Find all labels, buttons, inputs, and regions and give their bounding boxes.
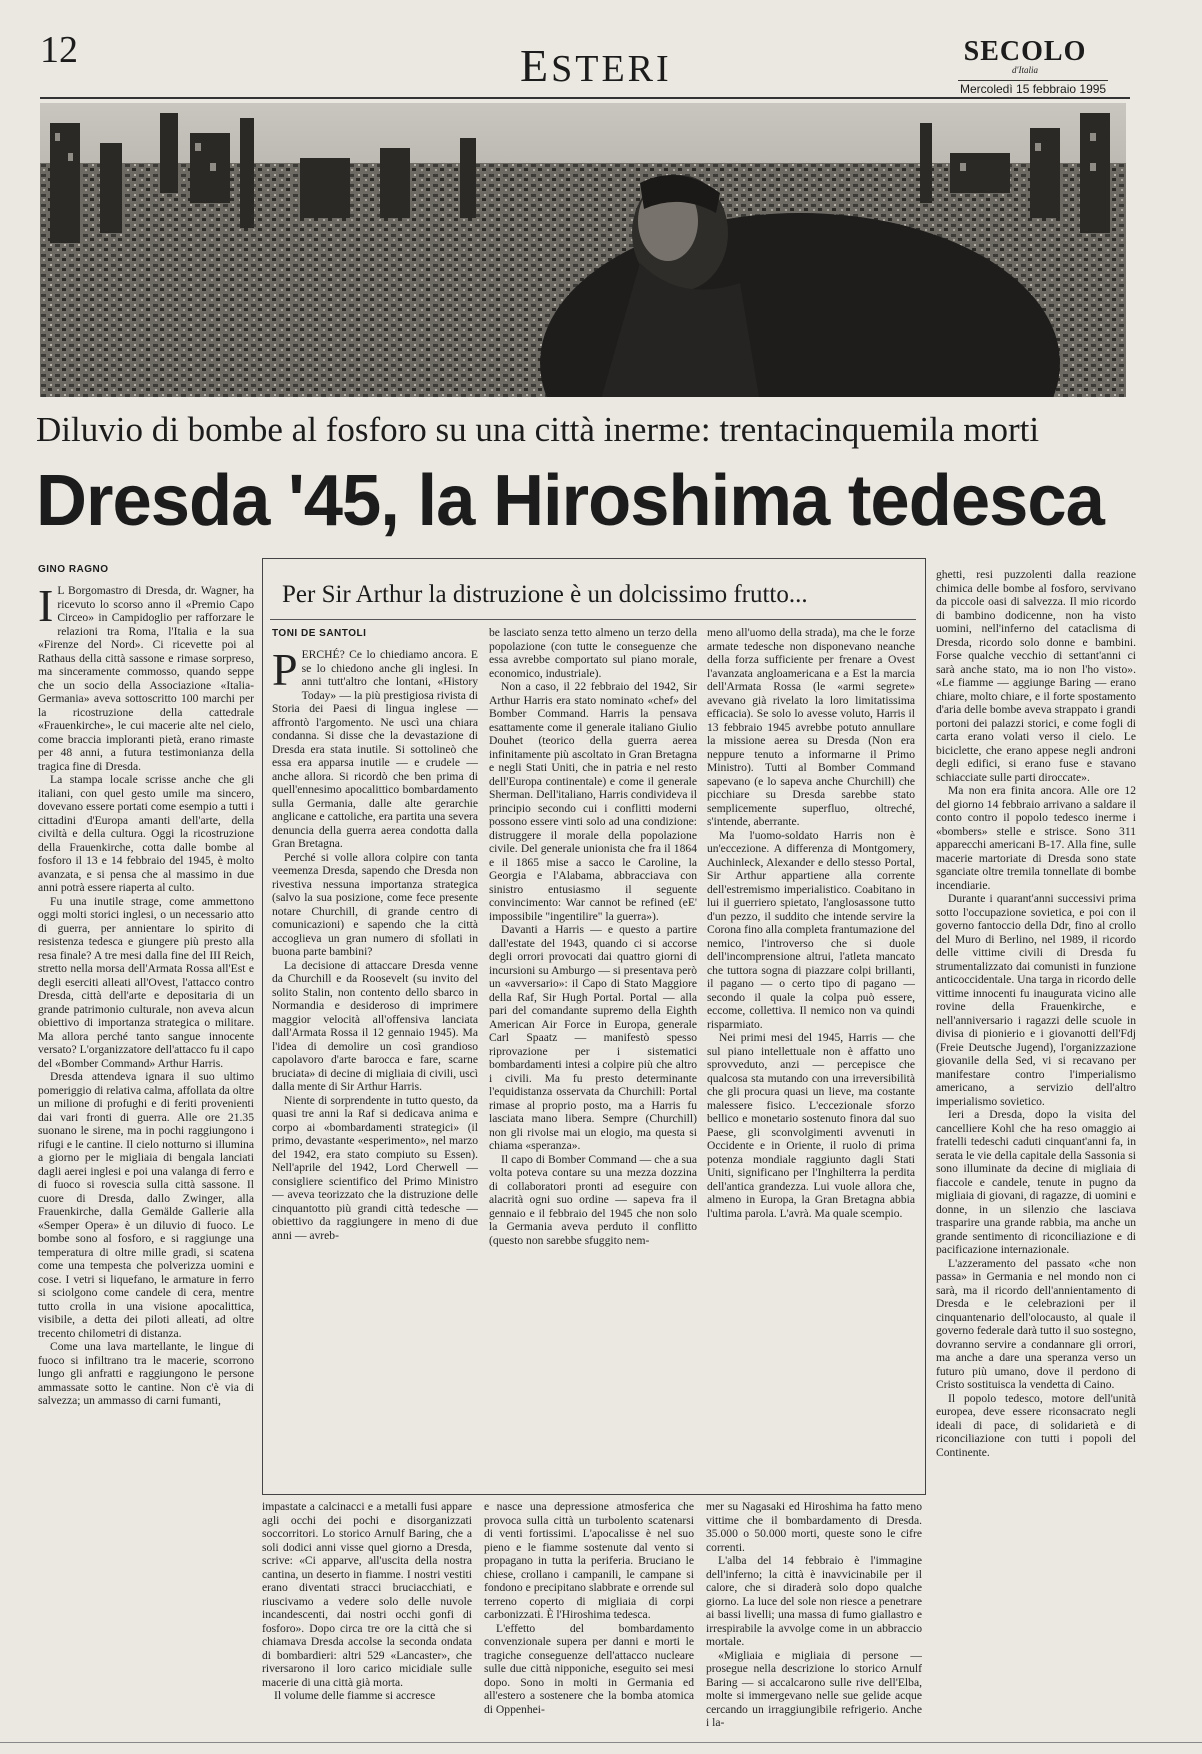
header-rule [40,97,1130,99]
paragraph: Il volume delle fiamme si accresce [274,1689,436,1702]
article-column-5 [936,568,1136,1738]
paragraph: Nei primi mesi del 1945, Harris — che sul piano intellettuale non è affatto uno sprovveduto, anzi — percepisce che qualcosa sta mutando con una irreversibilità che gli procura quasi un lieve, ma costante malessere fisico. L'eccezionale sforzo bellico e monetario sostenuto finora dal suo Paese, gli sconvolgimenti avvenuti in Occidente e in Oriente, il ruolo di prima potenza mondiale raggiunto dagli Stati Uniti, significano per l'Inghilterra la perdita dell'antica grandezza. Lui vuole allora che, almeno in Europa, la Gran Bretagna abbia l'ultima parola. L'avrà. Ma quale scempio. [707,1031,915,1220]
dropcap: P [272,648,298,695]
sidebar-column-1 [272,648,478,1488]
paragraph: impastate a calcinacci e a metalli fusi appare agli occhi dei pochi e disorganizzati soccorritori. Lo storico Arnulf Baring, che a soli dodici anni visse quel giorno a Dresda, scrive: «Ci apparve, all'uscita della nostra cantina, un deserto in fiamme. I nostri vestiti erano diventati stracci bruciacchiati, e riuscivamo a vedere solo delle nuvole incandescenti, dai nostri occhi gonfi di fosforo». Dopo circa tre ore la città che si chiamava Dresda accolse la seconda ondata di bombardieri: altri 529 «Lancaster», che riversarono il loro carico micidiale sulle macerie di una città già morta. [262,1500,472,1689]
masthead [955,38,1095,75]
masthead-logo: SECOLO [963,36,1087,67]
paragraph: Dresda attendeva ignara il suo ultimo pomeriggio di relativa calma, affollata da oltre un milione di profughi e di feriti provenienti dai vari fronti di guerra. Alle ore 21.35 suonano le sirene, ma in pochi raggiungono i rifugi e le cantine. Il cielo notturno si illumina a giorno per le migliaia di bengala lanciati dagli aerei inglesi e poi una valanga di ferro e di fuoco si rovescia sulla città sassone. Il cuore di Dresda, dallo Zwinger, alla Frauenkirche, dalla Gemälde Gallerie alla «Semper Opera» è un diluvio di fuoco. Le bombe sono al fosforo, e si raggiunge una temperatura di oltre mille gradi, si scatena come una tempesta che polverizza uomini e cose. I vetri si liquefano, le armature in ferro si sciolgono come candele di cera, mentre tutto crolla in una visione apocalittica, visibile, a detta dei piloti alleati, ad oltre trecento chilometri di distanza. [38,1070,254,1340]
paragraph: «Migliaia e migliaia di persone — prosegue nella descrizione lo storico Arnulf Baring — si accalcarono sulle rive dell'Elba, molte si immergevano nelle sue gelide acque cercando un irraggiungibile refrigerio. Anche i la- [706,1648,922,1729]
paragraph: Non a caso, il 22 febbraio del 1942, Sir Arthur Harris era stato nominato «chef» del Bomber Command. Harris la pensava esattamente come il generale italiano Giulio Douhet (teorico della guerra aerea infinitamente più ascoltato in Gran Bretagna e negli Stati Uniti, che in patria e nel resto dell'Europa continentale) e come il generale Sherman. Dell'italiano, Harris condivideva il principio secondo cui i conflitti moderni possono essere vinti solo ad una condizione: distruggere il morale della popolazione civile. Del generale unionista che fra il 1864 e il 1865 mise a sacco le Caroline, la Georgia e l'Alabama, abbracciava con sinistro entusiasmo il seguente convincimento: War cannot be refined (eE' impossibile "ingentilire" la guerra»). [489,680,697,923]
sidebar-byline: TONI DE SANTOLI [272,628,367,639]
sidebar-column-3 [707,626,915,1488]
paragraph: La decisione di attaccare Dresda venne da Churchill e da Roosevelt (su invito del solito Stalin, non contento dello sbarco in Normandia e desideroso di imprimere maggior velocità all'offensiva lanciata dall'Armata Rossa il 12 gennaio 1945). Ma l'idea di demolire un così grandioso capolavoro d'arte barocca e fare, scarne bruciata» di decine di migliaia di civili, uscì dalla mente di Sir Arthur Harris. [272,958,478,1093]
paragraph: Come una lava martellante, le lingue di fuoco si infiltrano tra le macerie, scorrono lungo gli anfratti e raggiungono le persone ammassate sotto le cantine. Non c'è via di salvezza; un ammasso di carni fumanti, [38,1340,254,1407]
ruins-photo [40,103,1126,397]
dropcap: I [38,584,54,631]
paragraph: L'effetto del bombardamento convenzionale supera per danni e morti le tragiche conseguenze dell'attacco nucleare sulle due città nipponiche, eseguito sei mesi dopo. Sono in molti in Germania ed all'estero a sostenere che la bomba atomica di Oppenhei- [484,1621,694,1716]
section-initial: E [520,40,552,91]
paragraph: mer su Nagasaki ed Hiroshima ha fatto meno vittime che il bombardamento di Dresda. 35.000 o 50.000 morti, queste sono le cifre correnti. [706,1500,922,1554]
section-title [520,40,672,91]
kicker: Diluvio di bombe al fosforo su una città inerme: trentacinquemila morti [36,410,1040,449]
article-column-4-continued [706,1500,922,1740]
paragraph: Perché si volle allora colpire con tanta veemenza Dresda, sapendo che Dresda non rivestiva nessuna importanza strategica (salvo la sua posizione, come fece presente notare Churchill, di grande centro di comunicazioni) e sapendo che la città accoglieva un gran numero di sfollati in buona parte bambini? [272,850,478,958]
paragraph: Ma l'uomo-soldato Harris non è un'eccezione. A differenza di Montgomery, Auchinleck, Alexander e dello stesso Portal, Sir Arthur appartiene alla corrente dell'estremismo imperialistico. Coabitano in lui il guerriero spietato, l'anglosassone tutto d'un pezzo, il suddito che intende servire la Corona fino alla completa frantumazione del nemico, l'introverso che si duole dell'incomprensione altrui, l'atleta mancato che tuttora sogna di piazzare colpi brillanti, il pagano — o certo tipo di pagano — secondo il quale la colpa può essere, eccome, collettiva. Il nemico non va quindi risparmiato. [707,828,915,1031]
paragraph: Durante i quarant'anni successivi prima sotto l'occupazione sovietica, e poi con il governo fantoccio della Ddr, fino al crollo del Muro di Berlino, nel 1989, il ricordo delle vittime civili di Dresda fu strumentalizzato dai comunisti in funzione anticoccidentale. Una targa in ricordo delle vittime innocenti fu inaugurata vicino alle rovine della Frauenkirche, e nell'anniversario i ragazzi delle scuole in divisa di pionierio e i giovanotti dell'Fdj (Freie Deutsche Jugend), l'organizzazione giovanile della Sed, vi si recavano per manifestare contro l'imperialismo americano, a servizio dell'altro imperialismo sovietico. [936,892,1136,1108]
sidebar-column-2 [489,626,697,1488]
masthead-sub: d'Italia [1012,65,1038,75]
paragraph: La stampa locale scrisse anche che gli italiani, con quel gesto umile ma sincero, dovevano essere portati come esempio a tutti i cittadini d'Europa amanti dell'arte, della civiltà e della cultura. Oggi la ricostruzione della Frauenkirche, cotta dalle bombe al fosforo il 13 e 14 febbraio del 1945, è molto avanzata, e si pensa che al massimo in due anni potrà essere riaperta al culto. [38,773,254,894]
issue-date: Mercoledì 15 febbraio 1995 [960,82,1107,96]
headline: Dresda '45, la Hiroshima tedesca [36,461,1104,541]
paragraph: meno all'uomo della strada), ma che le forze armate tedesche non disponevano neanche della forza sufficiente per frenare a Ovest l'avanzata angloamericana e a Est la marcia dell'Armata Rossa (le «armi segrete» avevano già rivelato la loro limitatissima efficacia). Se solo lo avesse voluto, Harris il 13 febbraio 1945 avrebbe potuto annullare la missione aerea su Dresda (Non era neppure tenuto a informarne il Primo Ministro). Tutti al Bomber Command sapevano (e lo sapeva anche Churchill) che picchiare su Dresda sarebbe stato semplicemente superfluo, oltreché, s'intende, aberrante. [707,626,915,828]
page-number: 12 [40,29,78,71]
section-rest: STERI [551,48,672,90]
paragraph: e nasce una depressione atmosferica che provoca sulla città un turbolento scatenarsi di venti fortissimi. L'apocalisse è nel suo pieno e le fiamme sostenute dal vento si propagano in tutta la periferia. Bruciano le chiese, crollano i campanili, le campane si fondono e precipitano slabbrate e orrende sul terreno coperto di migliaia di corpi carbonizzati. È l'Hiroshima tedesca. [484,1500,694,1621]
paragraph: Ieri a Dresda, dopo la visita del cancelliere Kohl che ha reso omaggio ai fratelli tedeschi caduti cinquant'anni fa, in serata le vie della capitale della Sassonia si sono illuminate da decine di migliaia di fiaccole e candele, tenute in pugno da migliaia di giovani, di ragazze, di uomini e donne, in un silenzio che lasciava trasparire una grande rabbia, ma anche un grande sentimento di riconciliazione e di pacificazione internazionale. [936,1108,1136,1256]
paragraph: Niente di sorprendente in tutto questo, da quasi tre anni la Raf si dedicava anima e corpo ai «bombardamenti strategici» (il primo, devastante «esperimento», nel marzo del 1942, era stato compiuto su Essen). Nell'aprile del 1942, Lord Cherwell — consigliere scientifico del Primo Ministro — aveva teorizzato che la distruzione delle cinquantotto più grandi città tedesche — obiettivo da raggiungere in meno di due anni — avreb- [272,1093,478,1242]
sidebar-rule [270,619,916,620]
article-column-3-continued [484,1500,694,1740]
paragraph: Fu una inutile strage, come ammettono oggi molti storici inglesi, o un necessario atto di guerra, per annientare lo spirito di resistenza tedesca e giungere più presto alla resa finale? A tre mesi dalla fine del III Reich, stretto nella morsa dell'Armata Rossa all'Est e degli eserciti alleati all'Ovest, l'attacco contro Dresda, città dell'arte e depositaria di un grande patrimonio culturale, non aveva alcun obiettivo di importanza strategica o militare. Ma allora perché tanto sangue innocente versato? L'organizzatore dell'attacco fu il capo del «Bomber Command» Arthur Harris. [38,894,254,1070]
paragraph: L'alba del 14 febbraio è l'immagine dell'inferno; la città è inavvicinabile per il calore, che si diraderà solo dopo qualche giorno. La luce del sole non riesce a penetrare ai bassi livelli; una massa di fumo giallastro e irrespirabile la avvolge come in un abbraccio mortale. [706,1554,922,1648]
article-column-2-continued [262,1500,472,1740]
paragraph: L Borgomastro di Dresda, dr. Wagner, ha ricevuto lo scorso anno il «Premio Capo Circeo» in Campidoglio per rafforzare le relazioni tra Roma, l'Italia e la sua «Firenze del Nord». Ci ricevette poi al Rathaus della città sassone e rimase sorpreso, ma sinceramente commosso, quando seppe che un socio della Associazione «Italia-Germania» aveva sottoscritto 100 marchi per la ricostruzione della cattedrale «Frauenkirche», le cui macerie alte nel cielo, come braccia imploranti pietà, erano rimaste per 48 anni, a futura testimonianza della tragica fine di Dresda. [38,584,254,773]
paragraph: Ma non era finita ancora. Alle ore 12 del giorno 14 febbraio arrivano a saldare il conto contro il popolo tedesco inerme i «bombers» stelle e strisce. Sono 311 apparecchi americani B-17. Alla fine, sulle macerie martoriate di Dresda sono state sganciate oltre tremila tonnellate di bombe incendiarie. [936,784,1136,892]
page-bottom-edge [0,1742,1202,1743]
article-column-1 [38,584,254,1734]
paragraph: be lasciato senza tetto almeno un terzo della popolazione (con tutte le conseguenze che essa avrebbe comportato sul piano morale, economico, industriale). [489,626,697,680]
sidebar-title: Per Sir Arthur la distruzione è un dolcissimo frutto... [282,581,808,608]
paragraph: Il capo di Bomber Command — che a sua volta poteva contare su una mezza dozzina di collaboratori pronti ad eseguire con alacrità ogni suo ordine — sapeva fra il gennaio e il febbraio del 1945 che non solo la Germania aveva perduto il conflitto (questo non sarebbe sfuggito nem- [489,1152,697,1247]
paragraph: ERCHÉ? Ce lo chiediamo ancora. E se lo chiedono anche gli inglesi. In anni tutt'altro che lontani, «History Today» — la più prestigiosa rivista di Storia dei Paesi di lingua inglese — affrontò l'argomento. Ne uscì una chiara condanna. Si disse che la devastazione di Dresda era stata inutile. Si sottolineò che essa era apparsa inutile — e crudele — anche allora. Si ricordò che ben prima di quell'ennesimo apocalittico bombardamento sulla Germania, dalle alte gerarchie anglicane e cattoliche, era partita una severa denuncia della guerra aerea condotta dalla Gran Bretagna. [272,648,478,850]
paragraph: ghetti, resi puzzolenti dalla reazione chimica delle bombe al fosforo, servivano da piccole oasi di salvezza. Il mio ricordo di bambino dodicenne, non ha visto uomini, nell'inferno del cataclisma di Dresda, ricordo solo donne e bambini. Forse qualche vecchio di settant'anni ci sarà anche stato, ma io non l'ho visto». «Le fiamme — aggiunge Baring — erano chiare, molto chiare, e il forte spostamento d'aria delle bombe aveva strappato i grandi portoni dei palazzi storici, e come fogli di carta erano volati verso il cielo. Le biciclette, che erano appese negli androni degli edifici, si erano fuse e stavano schiacciate sulle parti diroccate». [936,568,1136,784]
paragraph: L'azzeramento del passato «che non passa» in Germania e nel mondo non ci sarà, ma il ricordo dell'annientamento di Dresda e le celebrazioni per il cinquantenario dell'olocausto, al quale il governo federale darà tutto il suo sostegno, dovranno servire a condannare gli orrori, ma anche a dare una speranza verso un futuro più umano, dove il perdono di Cristo sostituisca la vendetta di Caino. [936,1256,1136,1391]
paragraph: Davanti a Harris — e questo a partire dall'estate del 1943, quando ci si accorse degli orrori provocati dai quattro giorni di incursioni su Amburgo — si presentava però un «avversario»: il Capo di Stato Maggiore della Raf, Sir Hugh Portal. Portal — alla pari del comandante supremo della Eighth American Air Force in Europa, generale Carl Spaatz — manifestò spesso riprovazione per i sistematici bombardamenti intesi a colpire più che altro i civili. Ma fu presto determinante l'equidistanza osservata da Churchill: Portal rimase al proprio posto, ma a Harris fu lasciata mano libera. Sempre (Churchill) non gli rivolse mai un elogio, ma questa si chiama «speranza». [489,923,697,1152]
paragraph: Il popolo tedesco, motore dell'unità europea, deve essere riconsacrato negli ideali di pace, di solidarietà e di riconciliazione con tutti i popoli del Continente. [936,1391,1136,1459]
byline: GINO RAGNO [38,564,109,575]
